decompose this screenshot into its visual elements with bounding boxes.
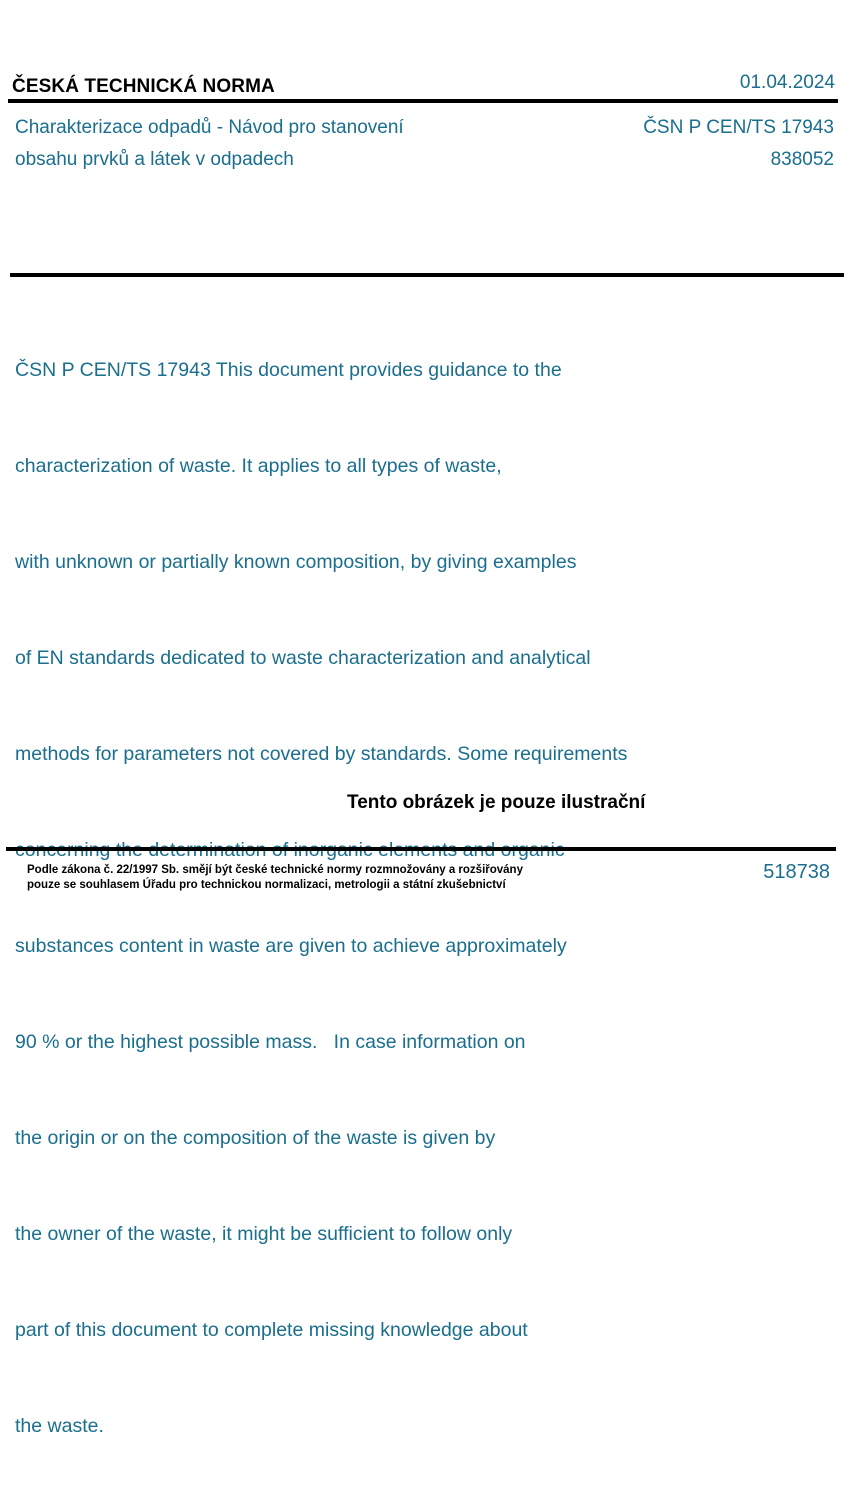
classification-code: 838052 [770, 149, 834, 170]
abstract-line: 90 % or the highest possible mass. In case information on [15, 1031, 526, 1053]
publication-date: 01.04.2024 [739, 72, 835, 93]
abstract-line: the owner of the waste, it might be sufficient to follow only [15, 1223, 513, 1245]
abstract-line: methods for parameters not covered by standards. Some requirements [15, 743, 628, 765]
document-title-line-2: obsahu prvků a látek v odpadech [15, 149, 294, 170]
norm-type-heading: ČESKÁ TECHNICKÁ NORMA [12, 76, 275, 97]
abstract-line: the origin or on the composition of the waste is given by [15, 1127, 496, 1149]
abstract-line: substances content in waste are given to achieve approximately [15, 935, 567, 957]
document-title-line-1: Charakterizace odpadů - Návod pro stanovení [15, 117, 404, 138]
legal-notice [27, 863, 523, 893]
catalog-number: 518738 [763, 861, 830, 883]
abstract-line: with unknown or partially known composition, by giving examples [15, 551, 577, 573]
illustration-disclaimer: Tento obrázek je pouze ilustrační [347, 792, 646, 813]
legal-notice-line-2: pouze se souhlasem Úřadu pro technickou normalizaci, metrologii a státní zkušebnictví [27, 879, 506, 891]
abstract-line: characterization of waste. It applies to all types of waste, [15, 455, 502, 477]
abstract-line: ČSN P CEN/TS 17943 This document provides guidance to the [15, 359, 562, 381]
abstract-line: part of this document to complete missing knowledge about [15, 1319, 528, 1341]
legal-notice-line-1: Podle zákona č. 22/1997 Sb. smějí být české technické normy rozmnožovány a rozšiřovány [27, 864, 523, 876]
abstract-line: of EN standards dedicated to waste characterization and analytical [15, 647, 591, 669]
abstract-text [15, 290, 627, 1506]
top-divider [8, 99, 838, 103]
bottom-divider [6, 847, 836, 851]
standard-designation: ČSN P CEN/TS 17943 [643, 117, 834, 138]
middle-divider [10, 273, 844, 277]
abstract-line: the waste. [15, 1415, 104, 1437]
